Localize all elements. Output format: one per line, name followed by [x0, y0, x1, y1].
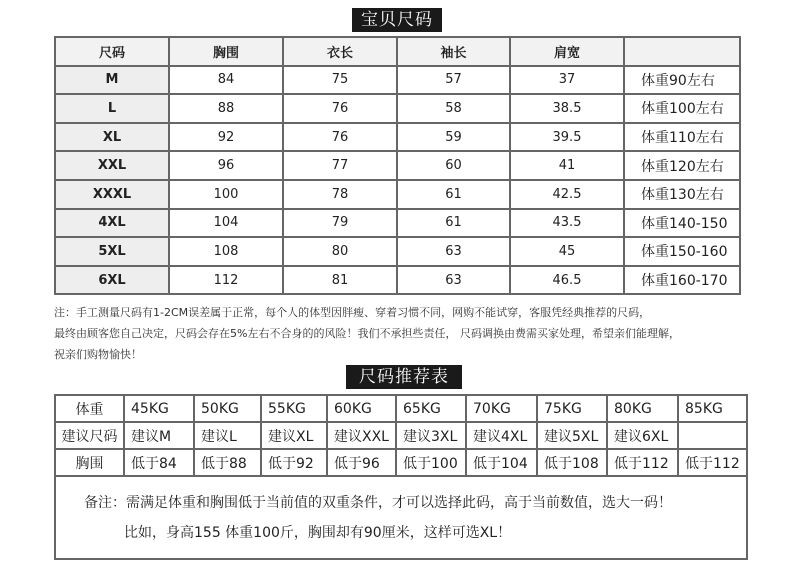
weight-cell: 60KG: [327, 395, 396, 422]
table-row: [55, 123, 740, 152]
chest-cell: 84: [169, 66, 283, 95]
size-chart-title: 宝贝尺码: [352, 8, 442, 32]
chest-limit-cell: 低于84: [124, 449, 194, 476]
suggested-size-cell: 建议4XL: [466, 422, 537, 449]
length-cell: 76: [283, 123, 397, 152]
length-cell: 77: [283, 151, 397, 180]
weight-cell: 45KG: [124, 395, 194, 422]
suggested-size-cell: 建议XXL: [327, 422, 396, 449]
weight-cell: 体重150-160: [624, 237, 740, 266]
recommend-chart-title: 尺码推荐表: [346, 365, 462, 389]
chest-limit-cell: 低于88: [194, 449, 261, 476]
weight-row: [55, 395, 747, 422]
sleeve-cell: 57: [397, 66, 510, 95]
chest-limit-cell: 低于112: [678, 449, 747, 476]
suggested-size-cell: [678, 422, 747, 449]
measurement-note-line: 最终由顾客您自己决定，尺码会存在5%左右不合身的的风险！我们不承担些责任， 尺码调换由费需买家处理，希望亲们能理解，: [54, 327, 680, 340]
size-cell: 5XL: [55, 237, 169, 266]
table-row: [55, 237, 740, 266]
size-chart-table: [54, 36, 741, 295]
chest-limit-cell: 低于96: [327, 449, 396, 476]
weight-cell: 体重140-150: [624, 209, 740, 238]
length-cell: 80: [283, 237, 397, 266]
weight-cell: 70KG: [466, 395, 537, 422]
chest-row-label: 胸围: [55, 449, 124, 476]
size-cell: XXXL: [55, 180, 169, 209]
chest-cell: 96: [169, 151, 283, 180]
shoulder-cell: 42.5: [510, 180, 624, 209]
chest-limit-cell: 低于104: [466, 449, 537, 476]
chest-cell: 112: [169, 266, 283, 295]
chest-cell: 88: [169, 94, 283, 123]
table-row: [55, 66, 740, 95]
suggested-size-cell: 建议L: [194, 422, 261, 449]
length-cell: 79: [283, 209, 397, 238]
weight-cell: 体重90左右: [624, 66, 740, 95]
sleeve-cell: 63: [397, 237, 510, 266]
suggested-size-cell: 建议XL: [261, 422, 327, 449]
chest-limit-cell: 低于100: [396, 449, 466, 476]
header-length: 衣长: [283, 37, 397, 66]
header-shoulder: 肩宽: [510, 37, 624, 66]
sleeve-cell: 61: [397, 180, 510, 209]
weight-cell: 80KG: [607, 395, 678, 422]
header-chest: 胸围: [169, 37, 283, 66]
suggested-size-cell: 建议5XL: [537, 422, 607, 449]
size-cell: XL: [55, 123, 169, 152]
measurement-note-line: 注：手工测量尺码有1-2CM误差属于正常，每个人的体型因胖瘦、穿着习惯不同，网购不能试穿，客服凭经典推荐的尺码，: [54, 306, 651, 319]
length-cell: 81: [283, 266, 397, 295]
shoulder-cell: 41: [510, 151, 624, 180]
table-row: [55, 266, 740, 295]
size-cell: 4XL: [55, 209, 169, 238]
weight-cell: 50KG: [194, 395, 261, 422]
length-cell: 75: [283, 66, 397, 95]
sleeve-cell: 58: [397, 94, 510, 123]
weight-cell: 55KG: [261, 395, 327, 422]
weight-cell: 体重110左右: [624, 123, 740, 152]
remark-row: [55, 476, 747, 559]
sleeve-cell: 61: [397, 209, 510, 238]
shoulder-cell: 46.5: [510, 266, 624, 295]
sleeve-cell: 60: [397, 151, 510, 180]
chest-cell: 104: [169, 209, 283, 238]
chest-limit-cell: 低于108: [537, 449, 607, 476]
shoulder-cell: 43.5: [510, 209, 624, 238]
size-cell: L: [55, 94, 169, 123]
length-cell: 78: [283, 180, 397, 209]
table-row: [55, 94, 740, 123]
weight-cell: 75KG: [537, 395, 607, 422]
chest-limit-cell: 低于92: [261, 449, 327, 476]
weight-cell: 体重130左右: [624, 180, 740, 209]
size-cell: M: [55, 66, 169, 95]
shoulder-cell: 37: [510, 66, 624, 95]
header-weight: [624, 37, 740, 66]
remark-example-line: 比如，身高155 体重100斤，胸围却有90厘米，这样可选XL！: [124, 524, 512, 541]
weight-cell: 体重160-170: [624, 266, 740, 295]
size-chart-header-row: [55, 37, 740, 66]
weight-cell: 85KG: [678, 395, 747, 422]
shoulder-cell: 45: [510, 237, 624, 266]
chest-cell: 100: [169, 180, 283, 209]
size-cell: 6XL: [55, 266, 169, 295]
weight-cell: 体重100左右: [624, 94, 740, 123]
table-row: [55, 209, 740, 238]
table-row: [55, 151, 740, 180]
suggested-size-cell: 建议6XL: [607, 422, 678, 449]
remark-cell: [55, 476, 747, 559]
chest-limit-cell: 低于112: [607, 449, 678, 476]
weight-row-label: 体重: [55, 395, 124, 422]
chest-cell: 92: [169, 123, 283, 152]
shoulder-cell: 38.5: [510, 94, 624, 123]
remark-line: 备注：需满足体重和胸围低于当前值的双重条件，才可以选择此码，高于当前数值，选大一码！: [84, 494, 672, 511]
size-row-label: 建议尺码: [55, 422, 124, 449]
length-cell: 76: [283, 94, 397, 123]
chest-row: [55, 449, 747, 476]
weight-cell: 体重120左右: [624, 151, 740, 180]
header-sleeve: 袖长: [397, 37, 510, 66]
suggested-size-cell: 建议3XL: [396, 422, 466, 449]
header-size: 尺码: [55, 37, 169, 66]
table-row: [55, 180, 740, 209]
shoulder-cell: 39.5: [510, 123, 624, 152]
sleeve-cell: 63: [397, 266, 510, 295]
suggested-size-cell: 建议M: [124, 422, 194, 449]
measurement-note-line: 祝亲们购物愉快！: [54, 348, 142, 361]
size-cell: XXL: [55, 151, 169, 180]
weight-cell: 65KG: [396, 395, 466, 422]
size-recommend-table: [54, 394, 748, 560]
size-row: [55, 422, 747, 449]
sleeve-cell: 59: [397, 123, 510, 152]
chest-cell: 108: [169, 237, 283, 266]
